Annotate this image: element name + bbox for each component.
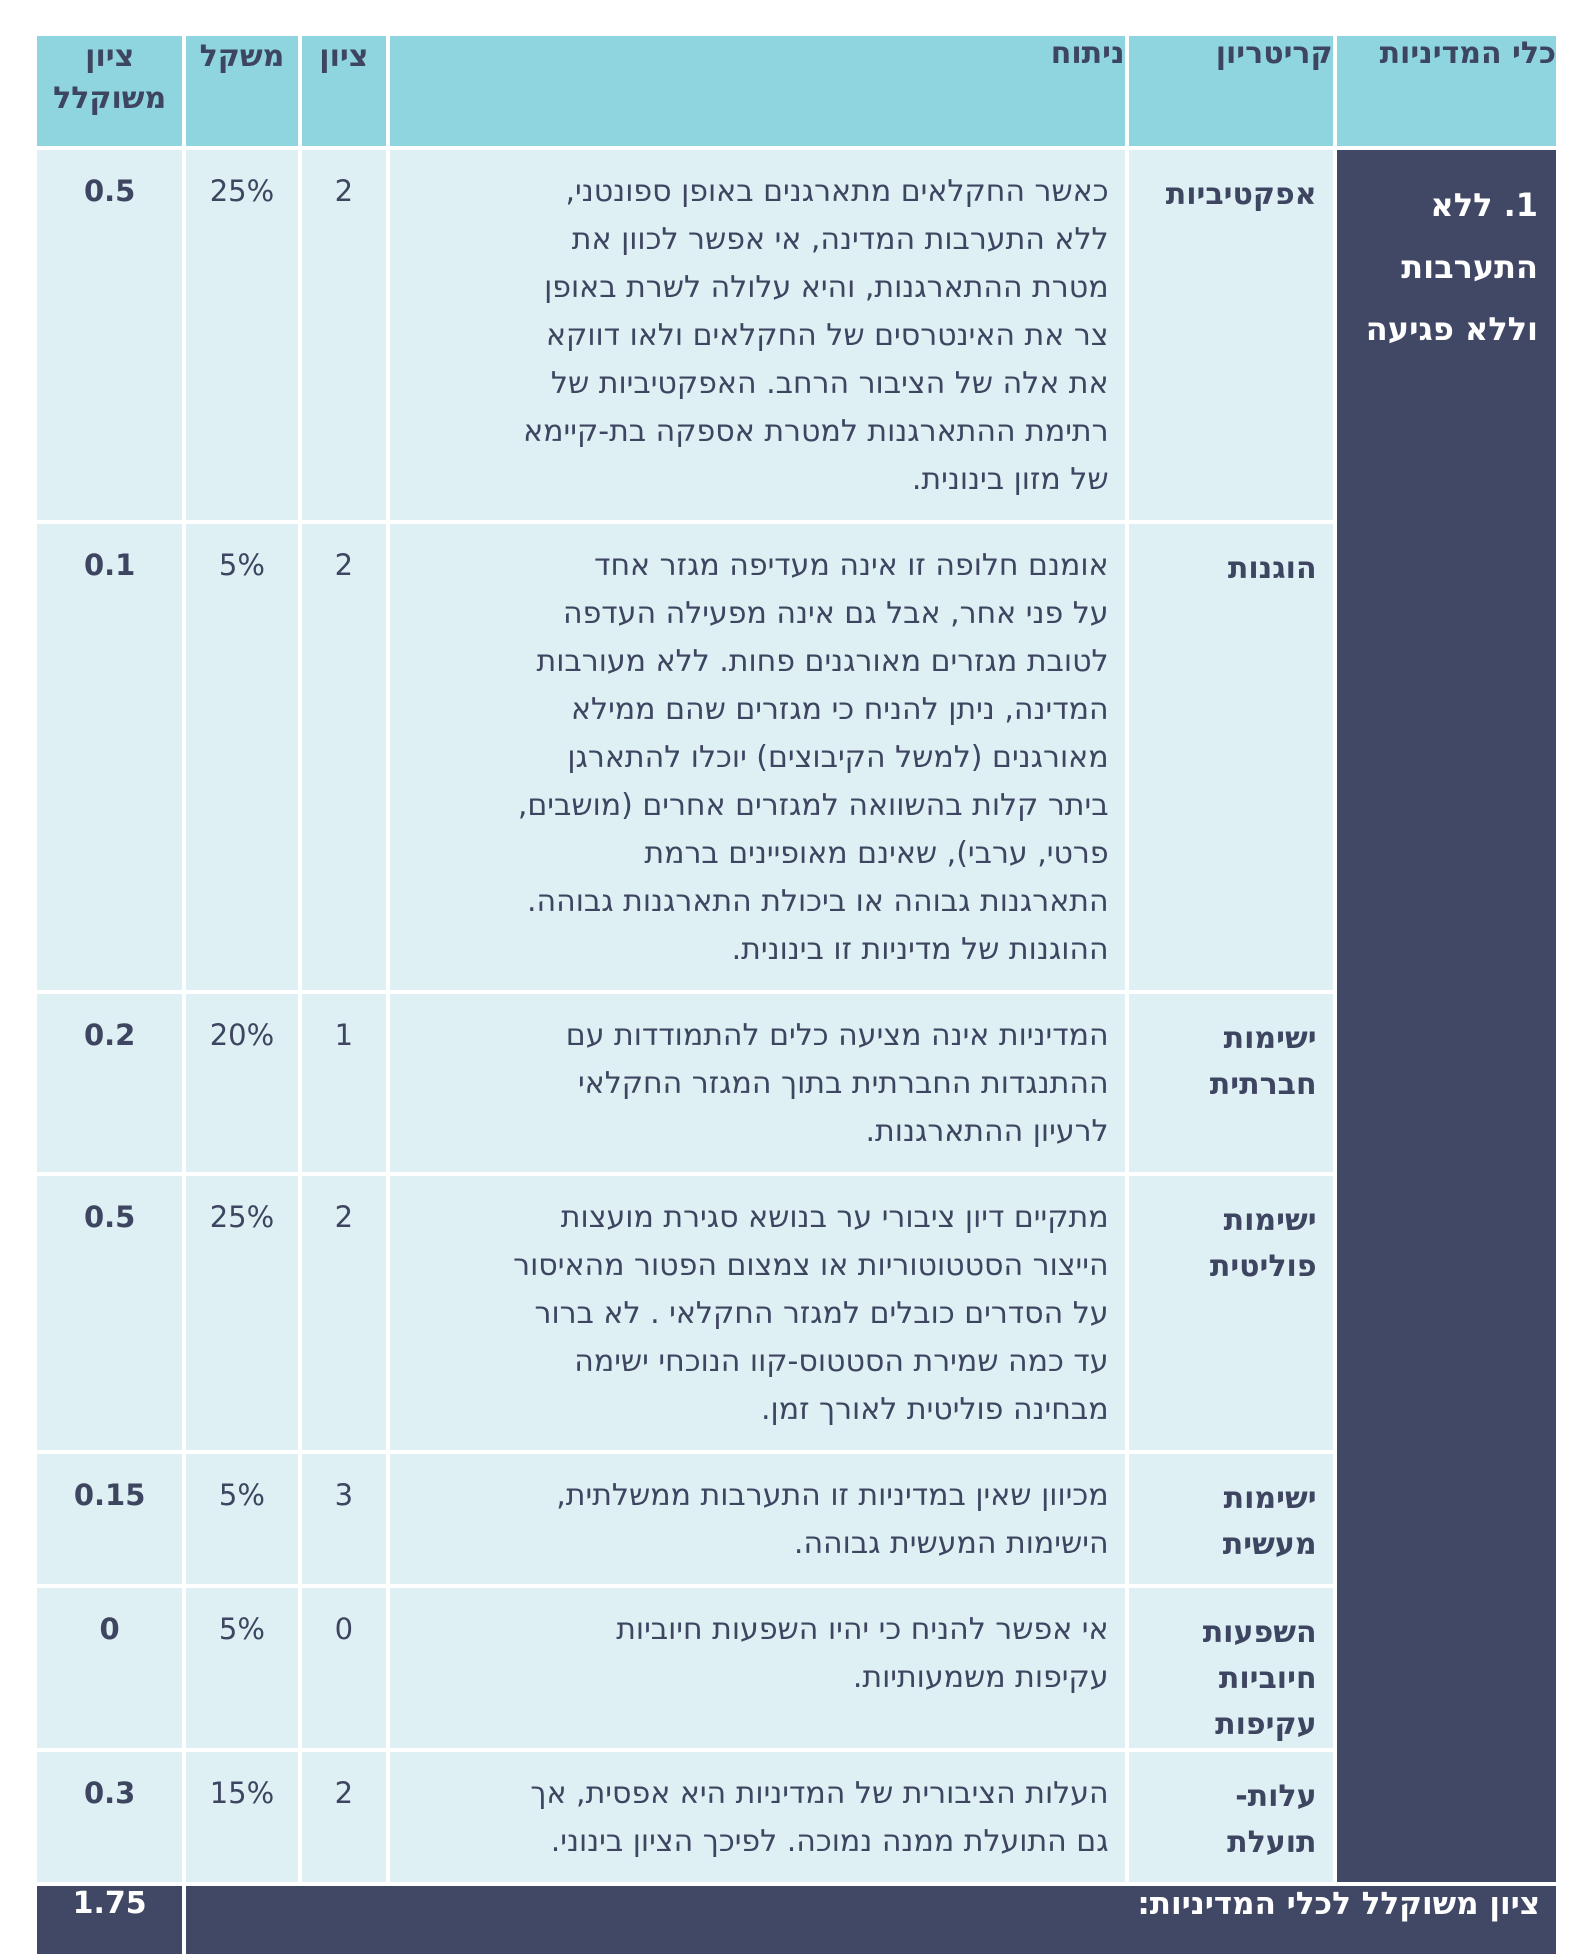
header-analysis: ניתוח <box>390 36 1125 146</box>
table-row <box>37 1454 1556 1584</box>
weight-cell: 5% <box>186 1588 297 1748</box>
score-cell: 1 <box>302 994 386 1172</box>
analysis-line: של מזון בינונית. <box>911 462 1109 497</box>
analysis-line: עד כמה שמירת הסטטוס-קוו הנוכחי ישימה <box>574 1344 1109 1379</box>
header-weight: משקל <box>186 36 297 146</box>
criterion-cell <box>1129 994 1333 1172</box>
header-weighted-score <box>37 36 182 146</box>
analysis-line: ההתנגדות החברתית בתוך המגזר החקלאי <box>577 1066 1109 1101</box>
analysis-line: המדיניות אינה מציעה כלים להתמודדות עם <box>565 1018 1109 1053</box>
weighted-score-cell: 0.3 <box>37 1752 182 1882</box>
table-row <box>37 1752 1556 1882</box>
analysis-line: אי אפשר להניח כי יהיו השפעות חיוביות <box>616 1612 1109 1647</box>
analysis-line: מכיוון שאין במדיניות זו התערבות ממשלתית, <box>556 1478 1109 1513</box>
weight-cell: 15% <box>186 1752 297 1882</box>
weight-cell: 5% <box>186 524 297 990</box>
policy-tool-cell <box>1337 150 1556 1882</box>
policy-tool-line1: 1. ללא <box>1430 186 1538 224</box>
analysis-cell <box>390 1752 1125 1882</box>
criterion-line: חיוביות <box>1218 1661 1317 1696</box>
analysis-line: העלות הציבורית של המדיניות היא אפסית, אך <box>530 1776 1109 1811</box>
analysis-line: רתימת ההתארגנות למטרת אספקה בת-קיימא <box>523 414 1109 449</box>
analysis-cell <box>390 1588 1125 1748</box>
analysis-cell <box>390 1454 1125 1584</box>
criterion-line: מעשית <box>1222 1527 1317 1562</box>
weighted-score-cell: 0 <box>37 1588 182 1748</box>
criterion-cell <box>1129 150 1333 520</box>
analysis-line: מתקיים דיון ציבורי ער בנושא סגירת מועצות <box>560 1200 1109 1235</box>
weight-cell: 25% <box>186 150 297 520</box>
criterion-line: הוגנות <box>1227 551 1317 586</box>
policy-tool-line3: וללא פגיעה <box>1365 310 1538 348</box>
criterion-line: ישימות <box>1223 1021 1317 1056</box>
analysis-line: לרעיון ההתארגנות. <box>865 1114 1109 1149</box>
analysis-line: פרטי, ערבי), שאינם מאופיינים ברמת <box>644 836 1109 871</box>
criterion-line: פוליטית <box>1209 1249 1317 1284</box>
table-row <box>37 1588 1556 1748</box>
header-weighted-line2: משוקלל <box>53 81 167 116</box>
analysis-line: גם התועלת ממנה נמוכה. לפיכך הציון בינוני. <box>550 1824 1109 1859</box>
weighted-score-cell: 0.1 <box>37 524 182 990</box>
criterion-line: עלות- <box>1235 1779 1317 1814</box>
weight-cell: 25% <box>186 1176 297 1450</box>
analysis-line: לטובת מגזרים מאורגנים פחות. ללא מעורבות <box>536 644 1109 679</box>
score-cell: 2 <box>302 1176 386 1450</box>
analysis-line: על פני אחר, אבל גם אינה מפעילה העדפה <box>562 596 1109 631</box>
criterion-line: ישימות <box>1223 1481 1317 1516</box>
score-cell: 2 <box>302 150 386 520</box>
criterion-cell <box>1129 524 1333 990</box>
table-row <box>37 524 1556 990</box>
table-row <box>37 150 1556 520</box>
analysis-line: מטרת ההתארגנות, והיא עלולה לשרת באופן <box>544 270 1109 305</box>
score-cell: 2 <box>302 1752 386 1882</box>
score-cell: 0 <box>302 1588 386 1748</box>
weight-cell: 5% <box>186 1454 297 1584</box>
score-cell: 2 <box>302 524 386 990</box>
score-cell: 3 <box>302 1454 386 1584</box>
analysis-line: כאשר החקלאים מתארגנים באופן ספונטני, <box>565 174 1109 209</box>
weighted-score-cell: 0.5 <box>37 150 182 520</box>
criterion-line: אפקטיביות <box>1165 177 1317 212</box>
table-body <box>37 150 1556 1882</box>
analysis-line: ללא התערבות המדינה, אי אפשר לכוון את <box>571 222 1109 257</box>
analysis-line: צר את האינטרסים של החקלאים ולאו דווקא <box>545 318 1109 353</box>
criterion-line: השפעות <box>1202 1615 1317 1650</box>
weighted-score-cell: 0.2 <box>37 994 182 1172</box>
footer-total: 1.75 <box>37 1886 182 1954</box>
analysis-cell <box>390 524 1125 990</box>
analysis-cell <box>390 1176 1125 1450</box>
analysis-line: הייצור הסטטוטוריות או צמצום הפטור מהאיסור <box>513 1248 1109 1283</box>
analysis-cell <box>390 994 1125 1172</box>
analysis-line: על הסדרים כובלים למגזר החקלאי . לא ברור <box>534 1296 1109 1331</box>
footer-row <box>37 1886 1556 1954</box>
analysis-line: המדינה, ניתן להניח כי מגזרים שהם ממילא <box>570 692 1109 727</box>
header-row <box>37 36 1556 146</box>
criterion-cell <box>1129 1176 1333 1450</box>
analysis-line: את אלה של הציבור הרחב. האפקטיביות של <box>550 366 1109 401</box>
table-row <box>37 994 1556 1172</box>
criterion-cell <box>1129 1588 1333 1748</box>
analysis-line: ביתר קלות בהשוואה למגזרים אחרים (מושבים, <box>517 788 1109 823</box>
analysis-line: מאורגנים (למשל הקיבוצים) יוכלו להתארגן <box>567 740 1109 775</box>
header-tool: כלי המדיניות <box>1337 36 1556 146</box>
analysis-line: עקיפות משמעותיות. <box>852 1660 1109 1695</box>
header-criterion: קריטריון <box>1129 36 1333 146</box>
weighted-score-cell: 0.5 <box>37 1176 182 1450</box>
header-weighted-line1: ציון <box>85 39 135 74</box>
weight-cell: 20% <box>186 994 297 1172</box>
criterion-cell <box>1129 1752 1333 1882</box>
header-score: ציון <box>302 36 386 146</box>
policy-tool-line2: התערבות <box>1401 248 1538 286</box>
criterion-line: ישימות <box>1223 1203 1317 1238</box>
criterion-cell <box>1129 1454 1333 1584</box>
table-row <box>37 1176 1556 1450</box>
weighted-score-cell: 0.15 <box>37 1454 182 1584</box>
criterion-line: עקיפות <box>1215 1707 1317 1742</box>
analysis-line: התארגנות גבוהה או ביכולת התארגנות גבוהה. <box>526 884 1109 919</box>
analysis-line: אומנם חלופה זו אינה מעדיפה מגזר אחד <box>594 548 1109 583</box>
criterion-line: תועלת <box>1227 1825 1317 1860</box>
analysis-cell <box>390 150 1125 520</box>
analysis-line: הישימות המעשית גבוהה. <box>793 1526 1109 1561</box>
analysis-line: מבחינה פוליטית לאורך זמן. <box>760 1392 1109 1427</box>
footer-label: ציון משוקלל לכלי המדיניות: <box>186 1886 1556 1954</box>
analysis-line: ההוגנות של מדיניות זו בינונית. <box>731 932 1109 967</box>
policy-evaluation-table <box>33 32 1560 1958</box>
criterion-line: חברתית <box>1209 1067 1317 1102</box>
